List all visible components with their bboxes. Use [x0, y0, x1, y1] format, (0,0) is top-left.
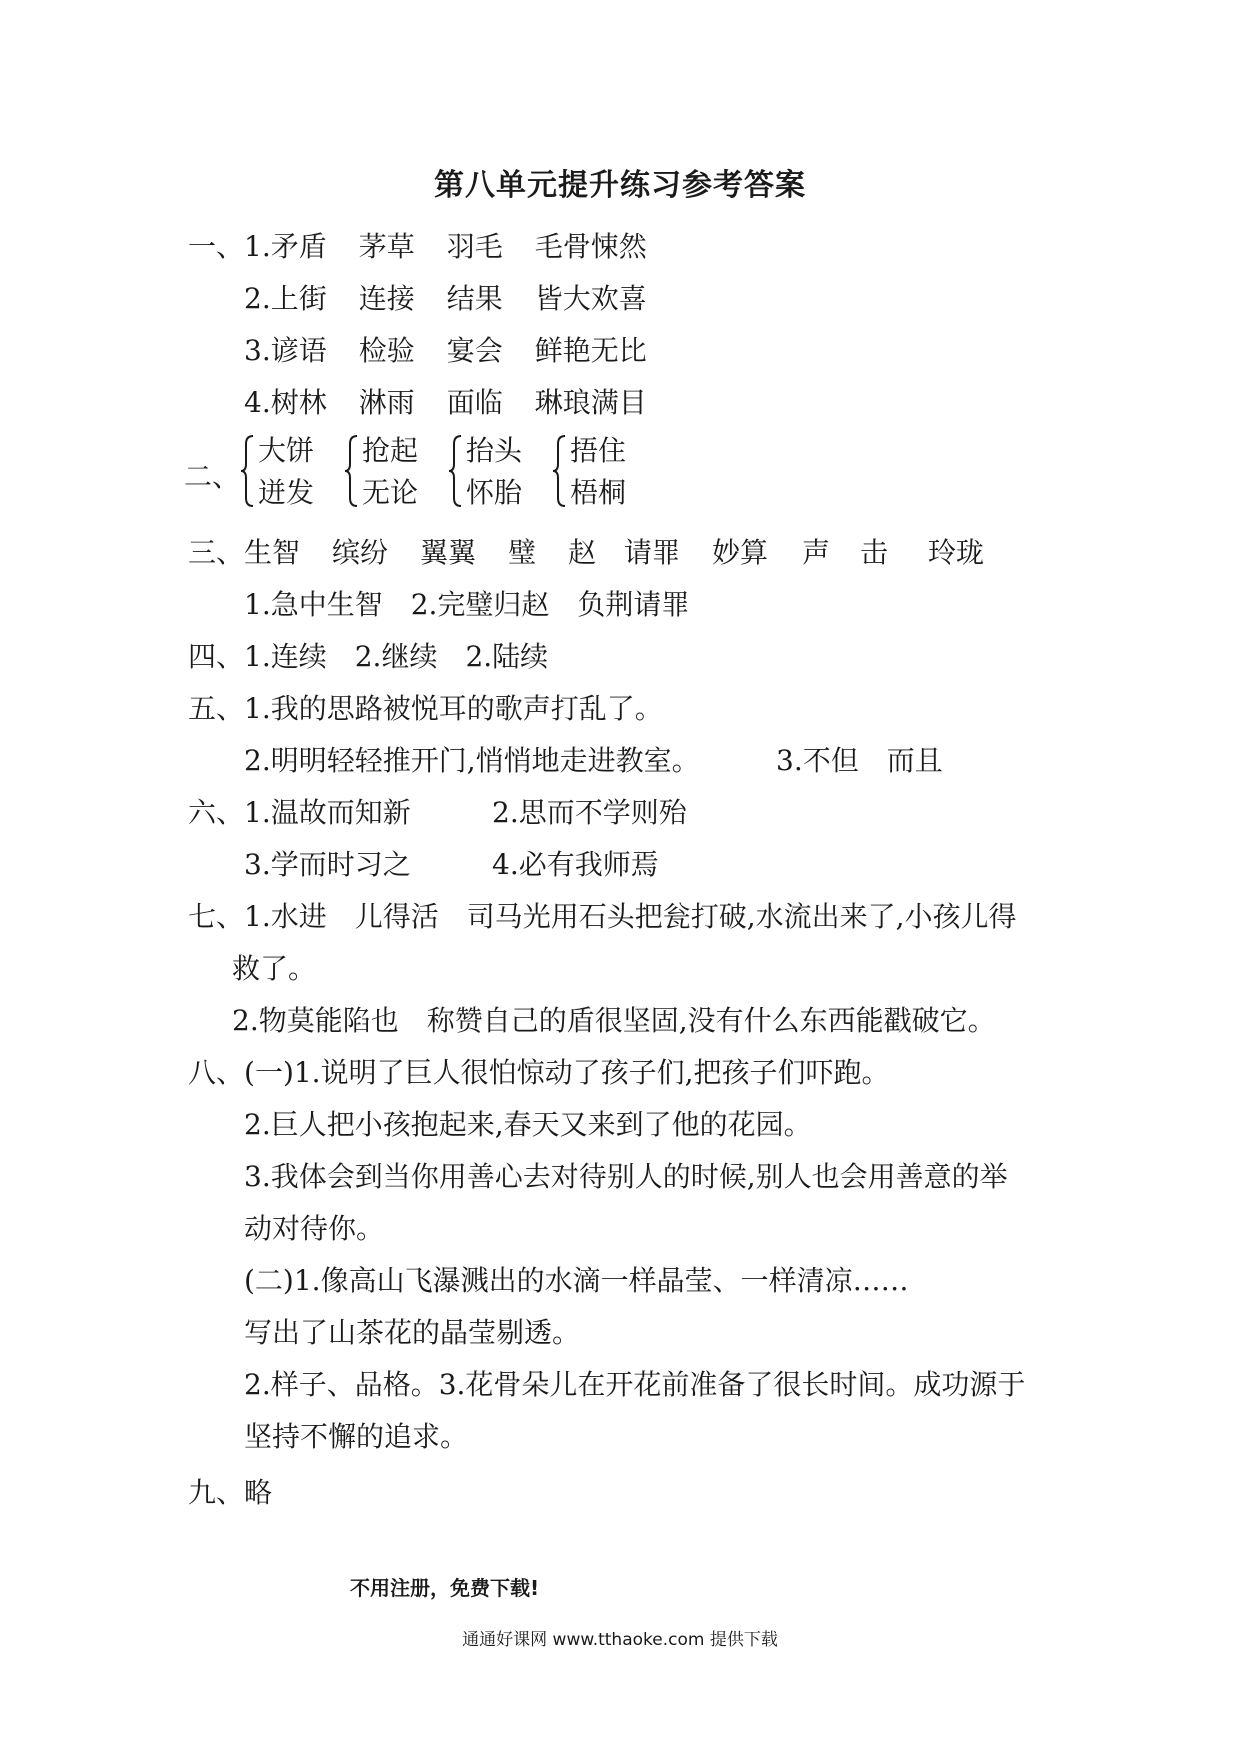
- pair-word-bottom: 梧桐: [570, 476, 627, 509]
- section-7-line-1: 1.水进 儿得活 司马光用石头把瓮打破,水流出来了,小孩儿得: [244, 900, 1017, 933]
- section-6-line-2b: 4.必有我师焉: [492, 848, 659, 881]
- section-6-line-2a: 3.学而时习之: [244, 848, 411, 881]
- section-8-row-2: 2.巨人把小孩抱起来,春天又来到了他的花园。: [244, 1108, 812, 1141]
- section-4-text: 1.连续 2.继续 2.陆续: [244, 640, 549, 673]
- section-1-row-2: [244, 282, 647, 316]
- source-credit: 通通好课网 www.tthaoke.com 提供下载: [462, 1630, 778, 1650]
- pair-word-top: 抬头: [466, 434, 523, 467]
- answer-word: 谚语: [270, 334, 327, 367]
- section-6-row-1: [188, 796, 687, 830]
- section-9-row: [188, 1476, 272, 1510]
- section-8-row-5: 2.样子、品格。3.花骨朵儿在开花前准备了很长时间。成功源于: [244, 1368, 1026, 1401]
- section-7-row-1: [188, 900, 1017, 934]
- section-8-row-3-cont: 动对待你。: [244, 1212, 385, 1245]
- answer-word: 面临: [446, 386, 503, 419]
- answer-word: 上街: [270, 282, 327, 315]
- section-3-row-1: [188, 536, 984, 570]
- row-number: 1.: [244, 230, 271, 263]
- pair-word-top: 大饼: [258, 434, 315, 467]
- answer-word: 茅草: [358, 230, 415, 263]
- section-6-label: 六、: [188, 796, 245, 829]
- answer-word: 缤纷: [332, 536, 389, 569]
- left-brace-icon: [552, 434, 566, 508]
- row-number: 2.: [244, 282, 271, 315]
- section-7-label: 七、: [188, 900, 245, 933]
- section-4-row: [188, 640, 548, 674]
- section-1-row-1: [188, 230, 647, 264]
- answer-word: 请罪: [624, 536, 681, 569]
- left-brace-icon: [344, 434, 358, 508]
- answer-word: 玲珑: [928, 536, 985, 569]
- word-pair-group-3: [448, 434, 538, 510]
- section-5-line-1: 1.我的思路被悦耳的歌声打乱了。: [244, 692, 663, 725]
- section-8-row-1: [188, 1056, 889, 1090]
- answer-word: 矛盾: [270, 230, 327, 263]
- answer-word: 璧: [508, 536, 537, 569]
- answer-word: 击: [860, 536, 889, 569]
- section-1-row-4: [244, 386, 647, 420]
- word-pair-group-4: [552, 434, 642, 510]
- answer-word: 琳琅满目: [534, 386, 647, 419]
- section-5-row-1: [188, 692, 663, 726]
- free-download-note: 不用注册，免费下载!: [350, 1576, 540, 1600]
- answer-word: 检验: [358, 334, 415, 367]
- section-8-row-5-cont: 坚持不懈的追求。: [244, 1420, 469, 1453]
- row-number: 3.: [244, 334, 271, 367]
- section-7-row-2: 2.物莫能陷也 称赞自己的盾很坚固,没有什么东西能戳破它。: [232, 1004, 996, 1037]
- section-1-label: 一、: [188, 230, 245, 263]
- section-5-line-2a: 2.明明轻轻推开门,悄悄地走进教室。: [244, 744, 700, 777]
- answer-word: 鲜艳无比: [534, 334, 647, 367]
- word-pair-group-2: [344, 434, 434, 510]
- pair-word-bottom: 怀胎: [466, 476, 523, 509]
- section-5-label: 五、: [188, 692, 245, 725]
- section-1-row-3: [244, 334, 647, 368]
- answer-word: 生智: [244, 536, 301, 569]
- section-2-label: 二、: [184, 460, 241, 493]
- pair-word-bottom: 无论: [362, 476, 419, 509]
- row-number: 4.: [244, 386, 271, 419]
- section-9-text: 略: [244, 1476, 273, 1509]
- answer-word: 声: [802, 536, 831, 569]
- answer-word: 妙算: [712, 536, 769, 569]
- page-title: 第八单元提升练习参考答案: [434, 168, 806, 203]
- section-9-label: 九、: [188, 1476, 245, 1509]
- pair-word-top: 抢起: [362, 434, 419, 467]
- answer-word: 毛骨悚然: [534, 230, 647, 263]
- section-7-row-1-cont: 救了。: [232, 952, 317, 985]
- answer-word: 赵: [568, 536, 597, 569]
- section-8-row-3: 3.我体会到当你用善心去对待别人的时候,别人也会用善意的举: [244, 1160, 1008, 1193]
- pair-word-top: 捂住: [570, 434, 627, 467]
- answer-word: 树林: [270, 386, 327, 419]
- answer-word: 羽毛: [446, 230, 503, 263]
- section-6-line-1a: 1.温故而知新: [244, 796, 411, 829]
- section-6-row-2: [244, 848, 659, 882]
- section-8-line-1: (一)1.说明了巨人很怕惊动了孩子们,把孩子们吓跑。: [244, 1056, 890, 1089]
- section-8-row-4-cont: 写出了山茶花的晶莹剔透。: [244, 1316, 581, 1349]
- pair-word-bottom: 迸发: [258, 476, 315, 509]
- section-8-row-4: (二)1.像高山飞瀑溅出的水滴一样晶莹、一样清凉……: [244, 1264, 909, 1297]
- left-brace-icon: [448, 434, 462, 508]
- section-5-line-2b: 3.不但 而且: [776, 744, 943, 777]
- section-4-label: 四、: [188, 640, 245, 673]
- answer-word: 翼翼: [420, 536, 477, 569]
- answer-word: 结果: [446, 282, 503, 315]
- section-6-line-1b: 2.思而不学则殆: [492, 796, 687, 829]
- left-brace-icon: [240, 434, 254, 508]
- answer-word: 宴会: [446, 334, 503, 367]
- word-pair-group-1: [240, 434, 330, 510]
- answer-word: 淋雨: [358, 386, 415, 419]
- section-8-label: 八、: [188, 1056, 245, 1089]
- answer-word: 连接: [358, 282, 415, 315]
- section-3-row-2: 1.急中生智 2.完璧归赵 负荆请罪: [244, 588, 690, 621]
- section-5-row-2: [244, 744, 943, 778]
- answer-word: 皆大欢喜: [534, 282, 647, 315]
- section-3-label: 三、: [188, 536, 245, 569]
